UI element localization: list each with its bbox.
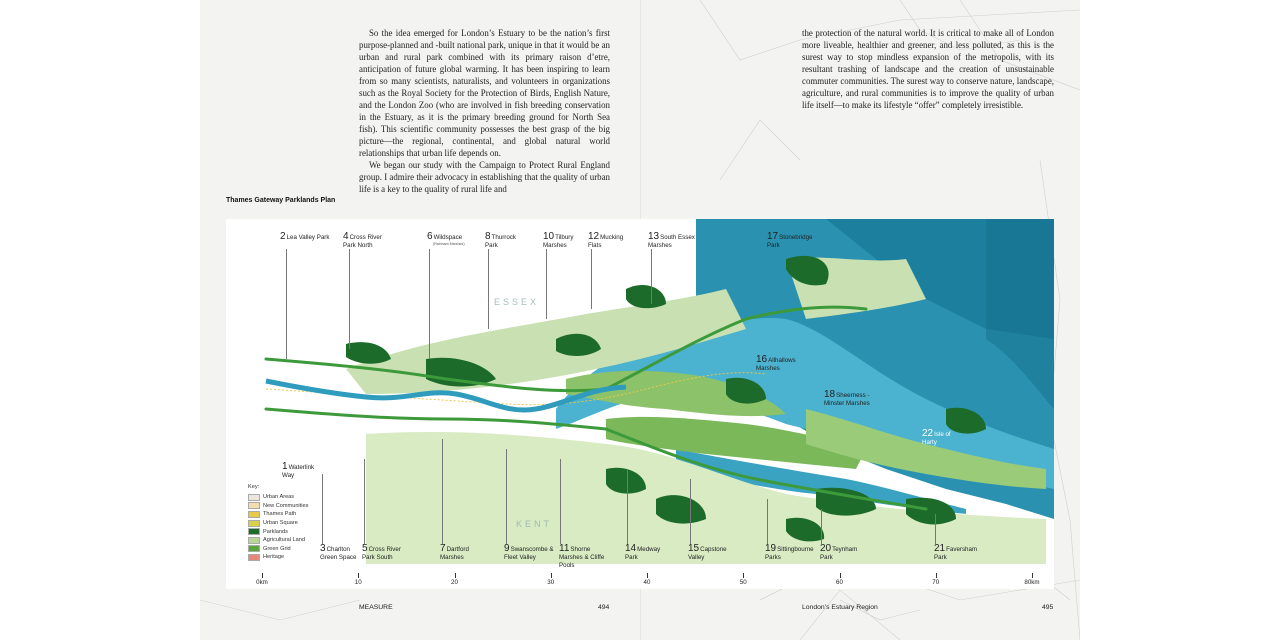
key-swatch bbox=[248, 554, 260, 561]
scale-tick bbox=[647, 573, 648, 578]
park-label-18: 18Sheerness - Minster Marshes bbox=[824, 389, 870, 407]
leader-line bbox=[591, 249, 592, 309]
park-label-19: 19Sittingbourne Parks bbox=[765, 543, 814, 561]
park-label-22: 22Isle of Harty bbox=[922, 428, 951, 446]
park-label-14: 14Medway Park bbox=[625, 543, 661, 561]
leader-line bbox=[767, 499, 768, 544]
park-label-2: 2Lea Valley Park bbox=[280, 231, 330, 242]
park-label-8: 8Thurrock Park bbox=[485, 231, 516, 249]
park-label-10: 10Tilbury Marshes bbox=[543, 231, 574, 249]
leader-line bbox=[771, 249, 772, 299]
scale-label: 20 bbox=[451, 579, 458, 586]
scale-label: 10 bbox=[354, 579, 362, 586]
key-item bbox=[248, 519, 308, 528]
map-caption: Thames Gateway Parklands Plan bbox=[226, 197, 336, 204]
scale-label: 80km bbox=[1024, 579, 1040, 586]
key-label: Thames Path bbox=[263, 511, 297, 518]
park-label-9: 9Swanscombe & Fleet Valley bbox=[504, 543, 554, 561]
right-footer-label: London’s Estuary Region bbox=[802, 604, 878, 611]
right-page-number: 495 bbox=[1042, 604, 1054, 611]
left-paragraph-1: So the idea emerged for London’s Estuary to be the nation’s first purpose-planned and -built national park, unique in that it would be an urban and rural park combined with its primary raison d’etre, anticipation of future global warming. It has been inspiring to learn from so many scientists, naturalists, and volunteers in organizations such as the Royal Society for the Protection of Birds, English Nature, and the London Zoo (who are involved in fish breeding conservation in the Estuary, as it is the primary breeding ground for North Sea fish). This scientific community possesses the best grasp of the big picture—the regional, continental, and global natural world relationships that urban life depends on. bbox=[359, 28, 610, 158]
scale-label: 30 bbox=[547, 579, 555, 586]
scale-tick bbox=[262, 573, 263, 578]
leader-line bbox=[286, 249, 287, 359]
leader-line bbox=[429, 249, 430, 359]
leader-line bbox=[627, 469, 628, 544]
park-label-13: 13South Essex Marshes bbox=[648, 231, 695, 249]
scale-tick bbox=[358, 573, 359, 578]
scale-label: 40 bbox=[643, 579, 651, 586]
key-swatch bbox=[248, 494, 260, 501]
key-swatch bbox=[248, 511, 260, 518]
scale-bar bbox=[226, 573, 1054, 589]
right-text-column bbox=[802, 27, 1054, 111]
key-label: Urban Square bbox=[263, 520, 298, 527]
park-label-6: 6Wildspace (Rainham Marshes) bbox=[427, 231, 465, 246]
scale-tick bbox=[936, 573, 937, 578]
park-label-15: 15Capstone Valley bbox=[688, 543, 727, 561]
park-label-5: 5Cross River Park South bbox=[362, 543, 401, 561]
key-item bbox=[248, 527, 308, 536]
scale-label: 70 bbox=[932, 579, 940, 586]
scale-tick bbox=[551, 573, 552, 578]
scale-tick bbox=[743, 573, 744, 578]
key-item bbox=[248, 510, 308, 519]
park-label-7: 7Dartford Marshes bbox=[440, 543, 469, 561]
park-label-4: 4Cross River Park North bbox=[343, 231, 382, 249]
key-swatch bbox=[248, 545, 260, 552]
leader-line bbox=[651, 249, 652, 304]
key-item bbox=[248, 536, 308, 545]
key-label: Green Grid bbox=[263, 545, 291, 552]
key-label: New Communities bbox=[263, 502, 309, 509]
left-footer-label: MEASURE bbox=[359, 604, 393, 611]
leader-line bbox=[488, 249, 489, 329]
park-label-21: 21Faversham Park bbox=[934, 543, 978, 561]
scale-label: 0km bbox=[256, 579, 268, 586]
park-label-20: 20Teynham Park bbox=[820, 543, 858, 561]
parklands-map bbox=[226, 219, 1054, 589]
region-label-kent: KENT bbox=[516, 519, 553, 529]
left-paragraph-2: We began our study with the Campaign to Protect Rural England group. I admire their advocacy in establishing that the quality of urban life is a key to the quality of rural life and bbox=[359, 160, 610, 194]
scale-tick bbox=[1032, 573, 1033, 578]
book-spread bbox=[200, 0, 1080, 640]
leader-line bbox=[442, 439, 443, 544]
leader-line bbox=[690, 479, 691, 544]
left-text-column bbox=[359, 27, 610, 195]
map-key bbox=[248, 484, 308, 562]
key-swatch bbox=[248, 528, 260, 535]
leader-line bbox=[322, 474, 323, 544]
key-item bbox=[248, 545, 308, 554]
scale-label: 50 bbox=[739, 579, 747, 586]
key-swatch bbox=[248, 502, 260, 509]
scale-tick bbox=[840, 573, 841, 578]
key-label: Urban Areas bbox=[263, 494, 295, 501]
key-item bbox=[248, 493, 308, 502]
park-label-1: 1Waterlink Way bbox=[282, 461, 315, 479]
map-graphic bbox=[226, 219, 1054, 589]
leader-line bbox=[506, 449, 507, 544]
key-item bbox=[248, 553, 308, 562]
right-paragraph-1: the protection of the natural world. It is critical to make all of London more liveable, healthier and greener, and less polluted, as this is the surest way to stop mindless expansion of the metropolis, with its resultant trashing of landscape and the creation of unsustainable commuter communities. The surest way to conserve nature, landscape, agriculture, and rural communities is to improve the quality of urban life itself—to make its lifestyle “offer” completely irresistible. bbox=[802, 28, 1054, 110]
key-swatch bbox=[248, 537, 260, 544]
key-label: Heritage bbox=[263, 554, 285, 561]
leader-line bbox=[821, 509, 822, 544]
park-label-3: 3Charlton Green Space bbox=[320, 543, 357, 561]
left-page-number: 494 bbox=[598, 604, 610, 611]
leader-line bbox=[349, 249, 350, 349]
park-label-16: 16Allhallows Marshes bbox=[756, 354, 796, 372]
key-label: Agricultural Land bbox=[263, 537, 305, 544]
leader-line bbox=[560, 459, 561, 544]
key-title: Key: bbox=[248, 484, 260, 490]
leader-line bbox=[935, 514, 936, 544]
scale-label: 60 bbox=[836, 579, 843, 586]
region-label-essex: ESSEX bbox=[494, 297, 540, 307]
key-item bbox=[248, 502, 308, 511]
park-label-12: 12Mucking Flats bbox=[588, 231, 624, 249]
park-label-11: 11Shorne Marshes & Cliffe Pools bbox=[559, 543, 605, 569]
park-label-17: 17Stonebridge Park bbox=[767, 231, 813, 249]
leader-line bbox=[546, 249, 547, 319]
leader-line bbox=[364, 459, 365, 544]
scale-tick bbox=[455, 573, 456, 578]
key-label: Parklands bbox=[263, 528, 288, 535]
key-swatch bbox=[248, 520, 260, 527]
